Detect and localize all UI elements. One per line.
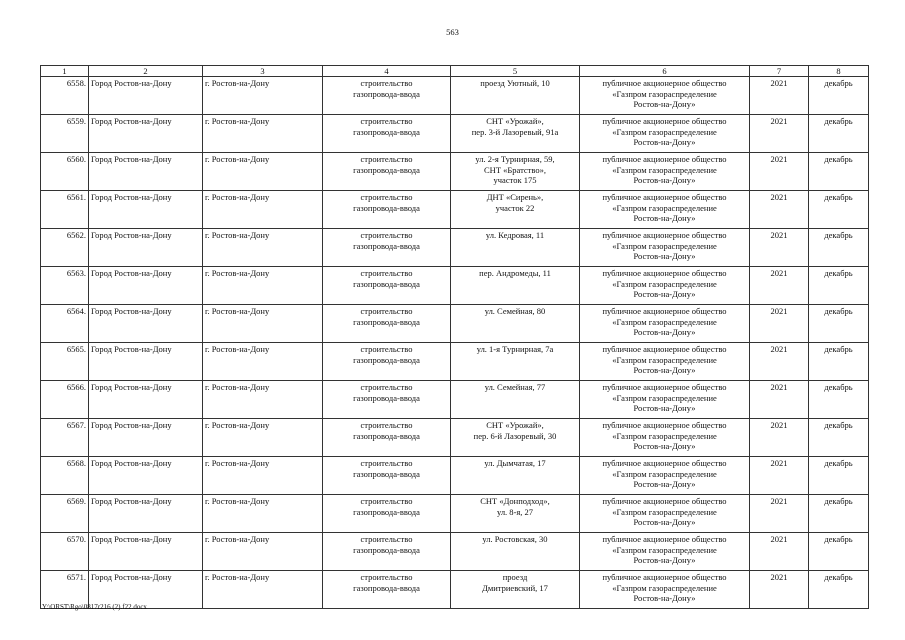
work-type-cell: строительство газопровода-ввода (323, 495, 451, 533)
organization-cell: публичное акционерное общество «Газпром газораспределение Ростов-на-Дону» (580, 115, 750, 153)
locality-cell: г. Ростов-на-Дону (203, 77, 323, 115)
row-number-cell: 6562. (41, 229, 89, 267)
table-row (41, 77, 869, 115)
table-row (41, 419, 869, 457)
municipality-name-cell: Город Ростов-на-Дону (89, 153, 203, 191)
locality-cell: г. Ростов-на-Дону (203, 381, 323, 419)
header-row (41, 66, 869, 77)
address-cell: СНТ «Донподход», ул. 8-я, 27 (451, 495, 580, 533)
locality-cell: г. Ростов-на-Дону (203, 571, 323, 609)
year-cell: 2021 (750, 381, 809, 419)
row-number-cell: 6558. (41, 77, 89, 115)
column-header: 5 (451, 66, 580, 77)
row-number-cell: 6569. (41, 495, 89, 533)
row-number-cell: 6566. (41, 381, 89, 419)
organization-cell: публичное акционерное общество «Газпром газораспределение Ростов-на-Дону» (580, 457, 750, 495)
month-cell: декабрь (809, 571, 869, 609)
work-type-cell: строительство газопровода-ввода (323, 457, 451, 495)
month-cell: декабрь (809, 153, 869, 191)
year-cell: 2021 (750, 115, 809, 153)
row-number-cell: 6565. (41, 343, 89, 381)
month-cell: декабрь (809, 495, 869, 533)
organization-cell: публичное акционерное общество «Газпром газораспределение Ростов-на-Дону» (580, 77, 750, 115)
address-cell: ул. 2-я Турнирная, 59, СНТ «Братство», участок 175 (451, 153, 580, 191)
address-cell: СНТ «Урожай», пер. 6-й Лазоревый, 30 (451, 419, 580, 457)
year-cell: 2021 (750, 571, 809, 609)
column-header: 3 (203, 66, 323, 77)
municipality-name-cell: Город Ростов-на-Дону (89, 191, 203, 229)
month-cell: декабрь (809, 267, 869, 305)
address-cell: ул. Кедровая, 11 (451, 229, 580, 267)
column-header: 2 (89, 66, 203, 77)
table-row (41, 571, 869, 609)
organization-cell: публичное акционерное общество «Газпром газораспределение Ростов-на-Дону» (580, 571, 750, 609)
column-header: 4 (323, 66, 451, 77)
address-cell: пер. Андромеды, 11 (451, 267, 580, 305)
work-type-cell: строительство газопровода-ввода (323, 153, 451, 191)
work-type-cell: строительство газопровода-ввода (323, 419, 451, 457)
locality-cell: г. Ростов-на-Дону (203, 153, 323, 191)
table-row (41, 191, 869, 229)
address-cell: ул. Семейная, 77 (451, 381, 580, 419)
data-table (40, 65, 869, 609)
table-row (41, 381, 869, 419)
row-number-cell: 6559. (41, 115, 89, 153)
table-row (41, 267, 869, 305)
address-cell: ул. Ростовская, 30 (451, 533, 580, 571)
row-number-cell: 6567. (41, 419, 89, 457)
year-cell: 2021 (750, 457, 809, 495)
row-number-cell: 6560. (41, 153, 89, 191)
municipality-name-cell: Город Ростов-на-Дону (89, 267, 203, 305)
table-row (41, 115, 869, 153)
organization-cell: публичное акционерное общество «Газпром газораспределение Ростов-на-Дону» (580, 533, 750, 571)
month-cell: декабрь (809, 419, 869, 457)
year-cell: 2021 (750, 77, 809, 115)
address-cell: ул. Дымчатая, 17 (451, 457, 580, 495)
locality-cell: г. Ростов-на-Дону (203, 267, 323, 305)
year-cell: 2021 (750, 343, 809, 381)
work-type-cell: строительство газопровода-ввода (323, 381, 451, 419)
organization-cell: публичное акционерное общество «Газпром газораспределение Ростов-на-Дону» (580, 381, 750, 419)
work-type-cell: строительство газопровода-ввода (323, 191, 451, 229)
row-number-cell: 6564. (41, 305, 89, 343)
month-cell: декабрь (809, 533, 869, 571)
municipality-name-cell: Город Ростов-на-Дону (89, 533, 203, 571)
month-cell: декабрь (809, 381, 869, 419)
address-cell: проезд Уютный, 10 (451, 77, 580, 115)
row-number-cell: 6563. (41, 267, 89, 305)
year-cell: 2021 (750, 533, 809, 571)
table-row (41, 153, 869, 191)
organization-cell: публичное акционерное общество «Газпром газораспределение Ростов-на-Дону» (580, 191, 750, 229)
column-header: 8 (809, 66, 869, 77)
municipality-name-cell: Город Ростов-на-Дону (89, 77, 203, 115)
address-cell: проезд Дмитриевский, 17 (451, 571, 580, 609)
work-type-cell: строительство газопровода-ввода (323, 267, 451, 305)
month-cell: декабрь (809, 77, 869, 115)
work-type-cell: строительство газопровода-ввода (323, 115, 451, 153)
locality-cell: г. Ростов-на-Дону (203, 457, 323, 495)
locality-cell: г. Ростов-на-Дону (203, 305, 323, 343)
organization-cell: публичное акционерное общество «Газпром газораспределение Ростов-на-Дону» (580, 153, 750, 191)
year-cell: 2021 (750, 305, 809, 343)
work-type-cell: строительство газопровода-ввода (323, 571, 451, 609)
column-header: 6 (580, 66, 750, 77)
table-row (41, 229, 869, 267)
year-cell: 2021 (750, 495, 809, 533)
month-cell: декабрь (809, 305, 869, 343)
address-cell: ДНТ «Сирень», участок 22 (451, 191, 580, 229)
file-path-footer: Y:\ORST\Rgo\0817r216 (2).f22.docx (42, 603, 147, 611)
year-cell: 2021 (750, 191, 809, 229)
work-type-cell: строительство газопровода-ввода (323, 533, 451, 571)
month-cell: декабрь (809, 115, 869, 153)
organization-cell: публичное акционерное общество «Газпром газораспределение Ростов-на-Дону» (580, 495, 750, 533)
work-type-cell: строительство газопровода-ввода (323, 229, 451, 267)
locality-cell: г. Ростов-на-Дону (203, 229, 323, 267)
locality-cell: г. Ростов-на-Дону (203, 115, 323, 153)
table-row (41, 305, 869, 343)
locality-cell: г. Ростов-на-Дону (203, 533, 323, 571)
row-number-cell: 6568. (41, 457, 89, 495)
organization-cell: публичное акционерное общество «Газпром газораспределение Ростов-на-Дону» (580, 305, 750, 343)
organization-cell: публичное акционерное общество «Газпром газораспределение Ростов-на-Дону» (580, 343, 750, 381)
locality-cell: г. Ростов-на-Дону (203, 419, 323, 457)
row-number-cell: 6571. (41, 571, 89, 609)
work-type-cell: строительство газопровода-ввода (323, 77, 451, 115)
month-cell: декабрь (809, 229, 869, 267)
locality-cell: г. Ростов-на-Дону (203, 495, 323, 533)
address-cell: СНТ «Урожай», пер. 3-й Лазоревый, 91а (451, 115, 580, 153)
year-cell: 2021 (750, 419, 809, 457)
work-type-cell: строительство газопровода-ввода (323, 305, 451, 343)
row-number-cell: 6570. (41, 533, 89, 571)
municipality-name-cell: Город Ростов-на-Дону (89, 495, 203, 533)
month-cell: декабрь (809, 191, 869, 229)
municipality-name-cell: Город Ростов-на-Дону (89, 305, 203, 343)
year-cell: 2021 (750, 267, 809, 305)
row-number-cell: 6561. (41, 191, 89, 229)
municipality-name-cell: Город Ростов-на-Дону (89, 381, 203, 419)
table-row (41, 533, 869, 571)
organization-cell: публичное акционерное общество «Газпром газораспределение Ростов-на-Дону» (580, 229, 750, 267)
year-cell: 2021 (750, 229, 809, 267)
table-row (41, 343, 869, 381)
organization-cell: публичное акционерное общество «Газпром газораспределение Ростов-на-Дону» (580, 267, 750, 305)
locality-cell: г. Ростов-на-Дону (203, 191, 323, 229)
address-cell: ул. 1-я Турнирная, 7а (451, 343, 580, 381)
work-type-cell: строительство газопровода-ввода (323, 343, 451, 381)
municipality-name-cell: Город Ростов-на-Дону (89, 571, 203, 609)
municipality-name-cell: Город Ростов-на-Дону (89, 115, 203, 153)
locality-cell: г. Ростов-на-Дону (203, 343, 323, 381)
page-number: 563 (446, 27, 459, 37)
municipality-name-cell: Город Ростов-на-Дону (89, 457, 203, 495)
column-header: 7 (750, 66, 809, 77)
column-header: 1 (41, 66, 89, 77)
municipality-name-cell: Город Ростов-на-Дону (89, 229, 203, 267)
municipality-name-cell: Город Ростов-на-Дону (89, 343, 203, 381)
month-cell: декабрь (809, 343, 869, 381)
table-row (41, 495, 869, 533)
table-row (41, 457, 869, 495)
organization-cell: публичное акционерное общество «Газпром газораспределение Ростов-на-Дону» (580, 419, 750, 457)
municipality-name-cell: Город Ростов-на-Дону (89, 419, 203, 457)
month-cell: декабрь (809, 457, 869, 495)
address-cell: ул. Семейная, 80 (451, 305, 580, 343)
year-cell: 2021 (750, 153, 809, 191)
